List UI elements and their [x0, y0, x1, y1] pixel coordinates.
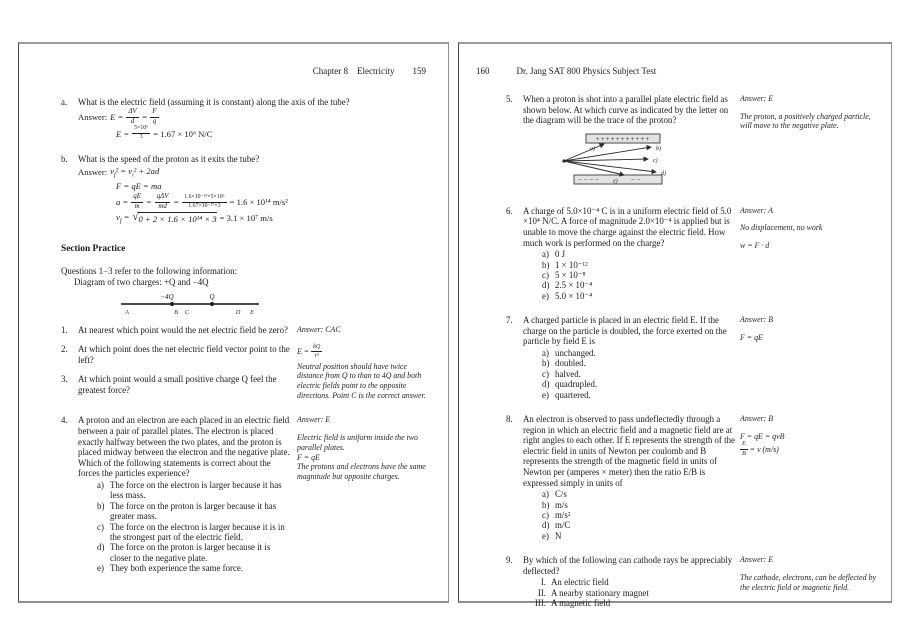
- bottom-plate-minus-signs-right: − −: [631, 175, 641, 184]
- question-1-text: At nearest which point would the net electric field be zero?: [78, 324, 288, 335]
- fraction: [131, 194, 143, 211]
- roman-2-text: A nearby stationary magnet: [551, 587, 649, 598]
- question-3-text: At which point would a small positive charge Q feel the greatest force?: [78, 374, 277, 395]
- option-c-label: c): [542, 368, 549, 379]
- point-c-label: C: [184, 308, 190, 316]
- option-b: [542, 260, 736, 270]
- roman-3-label: III.: [534, 598, 546, 609]
- option-d-text: 2.5 × 10⁻⁴: [555, 280, 593, 291]
- charge-diagram: [119, 291, 261, 317]
- question-1-number: 1.: [61, 324, 68, 335]
- point-b-label: B: [174, 308, 178, 316]
- right-page-header: [459, 66, 891, 77]
- root-symbol: √: [132, 211, 139, 224]
- option-a-label: a): [542, 347, 549, 358]
- bottom-plate-minus-signs-left: − − − −: [578, 175, 600, 184]
- option-d-text: m/C: [555, 520, 571, 531]
- option-a-label: a): [542, 249, 549, 260]
- part-b-label: b.: [61, 154, 68, 164]
- roman-3-text: A magnetic field: [551, 598, 611, 609]
- formula-result: = 1.67 × 10⁶ N/C: [153, 128, 213, 139]
- charge-dot-neg4q: [170, 301, 174, 305]
- question-part-b: [61, 154, 444, 224]
- square-root: [132, 212, 216, 224]
- option-e: [97, 563, 293, 573]
- right-page-content: [506, 94, 887, 609]
- answer-5: Answer: E: [740, 94, 774, 103]
- question-7-row: [506, 315, 887, 400]
- option-e-text: N: [555, 530, 562, 541]
- option-c: [542, 369, 736, 379]
- intro-line-2: Diagram of two charges: +Q and −4Q: [74, 277, 209, 287]
- option-d-label: d): [542, 280, 550, 291]
- fraction-top: kQ: [311, 344, 322, 352]
- part-b-answer-line-1: [78, 166, 444, 179]
- equals-sign: =: [141, 112, 148, 122]
- left-page-content: [61, 97, 444, 574]
- left-page-header: [19, 66, 448, 77]
- option-d: [542, 280, 736, 290]
- option-d-label: d): [542, 379, 550, 390]
- fraction: [155, 194, 171, 211]
- option-b: [542, 358, 736, 368]
- option-a: [542, 249, 736, 259]
- answer-9: Answer: E: [740, 555, 774, 565]
- point-d-label: D: [235, 308, 241, 316]
- option-e-label: e): [542, 530, 549, 541]
- question-8-text: An electron is observed to pass undeflectedly through a region in which an electric field and a magnetic field are at right angles to each other. If E represents the strength of the electric field in units of Newton per coulomb and B represents the strength of the magnetic field in units of Newton per (amperes × meter) then the ratio E/B is expressed simply in units of: [523, 414, 735, 488]
- formula-result: = 3.1 × 10⁷ m/s: [219, 212, 273, 223]
- fraction-bottom: q: [152, 117, 157, 125]
- option-a-text: unchanged.: [555, 347, 596, 358]
- roman-1-text: An electric field: [551, 577, 609, 588]
- part-b-answer-line-4: [116, 211, 444, 224]
- left-page: [18, 42, 449, 603]
- question-6-row: [506, 206, 887, 301]
- answer-4-formula: F = qE: [297, 452, 320, 462]
- question-6-number: 6.: [506, 205, 513, 216]
- option-a-text: 0 J: [555, 249, 566, 260]
- option-b-text: doubled.: [555, 358, 586, 369]
- question-2-number: 2.: [61, 344, 68, 355]
- option-d: [542, 520, 736, 530]
- question-8-options: [542, 489, 736, 541]
- answer-6-formula: w = F · d: [740, 241, 770, 251]
- roman-2-label: II.: [537, 587, 546, 598]
- option-e: [542, 531, 736, 541]
- formula-result: = v (m/s): [749, 444, 779, 454]
- option-e-text: They both experience the same force.: [110, 563, 244, 574]
- chapter-label: Chapter 8: [312, 66, 349, 76]
- option-c: [97, 522, 293, 543]
- option-b-label: b): [542, 499, 550, 510]
- trajectory-a: [564, 144, 604, 161]
- point-a-label: A: [125, 308, 129, 316]
- option-c: [542, 510, 736, 520]
- answer-8-formula-2: [740, 441, 878, 456]
- question-6-options: [542, 249, 736, 301]
- option-b-text: The force on the proton is larger because it has greater mass.: [110, 500, 277, 522]
- answer-8: Answer: B: [740, 414, 774, 423]
- fraction-top: qΔV: [155, 194, 171, 203]
- answer-word: Answer:: [78, 167, 108, 178]
- chapter-title: Electricity: [357, 66, 395, 76]
- left-page-number: 159: [412, 66, 426, 76]
- answer-7-formula: F = qE: [740, 332, 763, 342]
- question-8-row: [506, 414, 887, 541]
- answer-4-note-1: Electric field is uniform inside the two parallel plates.: [297, 433, 418, 452]
- part-b-answer-line-2: [116, 180, 444, 193]
- fraction: [150, 109, 158, 126]
- question-9-roman-options: [506, 577, 736, 608]
- book-title: Dr. Jang SAT 800 Physics Subject Test: [516, 66, 657, 76]
- answer-word: Answer:: [78, 112, 108, 122]
- fraction: [740, 441, 748, 456]
- fraction-top: qE: [131, 194, 143, 203]
- trajectory-d-label: d): [661, 170, 666, 177]
- answer-9-note: The cathode, electrons, can be deflected by the electric field or magnetic field.: [740, 572, 876, 592]
- formula-result: = 1.6 × 10¹⁴ m/s²: [229, 197, 288, 207]
- question-5-text: When a proton is shot into a parallel plate electric field as shown below. At which curve as indicated by the letter on the diagram will be the trace of the proton?: [523, 94, 729, 126]
- fraction-top: F: [150, 109, 158, 118]
- option-c-label: c): [97, 521, 104, 532]
- question-2-text: At which point does the net electric field vector point to the left?: [78, 344, 290, 365]
- option-b-label: b): [542, 358, 550, 369]
- fraction-bottom: m: [134, 202, 140, 210]
- option-a-label: a): [97, 479, 104, 490]
- option-e-label: e): [542, 290, 549, 301]
- answer-7: Answer: B: [740, 315, 774, 325]
- option-a-label: a): [542, 489, 549, 500]
- fraction-top: ΔV: [126, 109, 138, 118]
- option-d: [542, 379, 736, 389]
- option-e-label: e): [542, 389, 549, 400]
- part-b-question: What is the speed of the proton as it exits the tube?: [78, 154, 260, 164]
- answer-6: Answer: A: [740, 205, 773, 215]
- charge-dot-q: [210, 301, 214, 305]
- radicand: 0 + 2 × 1.6 × 10¹⁴ × 3: [138, 213, 217, 224]
- answer-8-formula-1: F = qE = qvB: [740, 431, 785, 441]
- intro-line-1: Questions 1−3 refer to the following information:: [61, 266, 238, 277]
- option-d: [97, 542, 293, 563]
- question-7-options: [542, 348, 736, 400]
- option-b-label: b): [97, 500, 105, 511]
- option-c: [542, 270, 736, 280]
- answer-5-note: The proton, a positively charged particle, will move to the negative plate.: [740, 111, 871, 131]
- fraction-bottom: md: [158, 202, 167, 210]
- equals-sign: =: [145, 197, 152, 207]
- fraction-bottom: 3: [139, 134, 143, 141]
- trajectory-e: [564, 161, 624, 175]
- question-9-number: 9.: [506, 555, 513, 566]
- option-c-label: c): [542, 509, 549, 520]
- answer-6-note: No displacement, no work: [740, 223, 823, 233]
- option-a: [97, 480, 293, 501]
- question-4-text: A proton and an electron are each placed in an electric field between a pair of parallel plates. The electron is placed exactly halfway between the two plates, and the proton is placed midway between the electron and the negative plate. Which of the following statements is correct about the forces the particles experience?: [78, 415, 290, 479]
- question-7-text: A charged particle is placed in an electric field E. If the charge on the particle is doubled, the force exerted on the particle by field E is: [523, 315, 727, 347]
- answer-4-note-2: The protons and electrons have the same magnitude but opposite charges.: [297, 462, 426, 481]
- option-a-text: The force on the electron is larger because it has less mass.: [110, 479, 282, 501]
- formula: F = qE = ma: [116, 181, 162, 192]
- right-page: [458, 42, 892, 609]
- question-1-row: [61, 325, 444, 336]
- option-b: [542, 500, 736, 510]
- trajectory-b-label: b): [656, 145, 661, 152]
- part-a-answer-line-1: [78, 109, 444, 126]
- charge-label-neg4q: −4Q: [160, 292, 174, 301]
- fraction-bottom: d: [130, 117, 135, 125]
- charge-label-q: Q: [209, 292, 215, 301]
- question-6-text: A charge of 5.0×10⁻⁴ C is in a uniform electric field of 5.0 ×10⁴ N/C. A force of magnitude 2.0×10⁻⁴ is applied but is unable to move the charge against the electric field. How much work is performed on the charge?: [523, 205, 732, 248]
- formula-lhs: a =: [116, 197, 129, 207]
- formula-lhs: $v_f$ =: [116, 211, 130, 225]
- option-c-text: m/s²: [555, 509, 571, 520]
- question-8-number: 8.: [506, 414, 513, 424]
- option-b: [97, 501, 293, 522]
- roman-option-3: [506, 598, 736, 608]
- option-e: [542, 291, 736, 301]
- question-5-row: [506, 94, 887, 191]
- question-9-row: [506, 555, 887, 608]
- roman-1-label: I.: [540, 577, 546, 588]
- question-3-number: 3.: [61, 374, 68, 385]
- question-7-number: 7.: [506, 315, 513, 326]
- fraction: [182, 195, 226, 210]
- part-b-answer-line-3: [116, 194, 444, 211]
- question-4-number: 4.: [61, 415, 68, 426]
- option-c-text: halved.: [555, 368, 581, 379]
- formula-lhs: E =: [110, 112, 124, 122]
- fraction: [311, 344, 322, 359]
- option-a-text: C/s: [555, 489, 567, 500]
- option-e-label: e): [97, 563, 104, 574]
- fraction: [132, 126, 150, 141]
- fraction-bottom: B: [742, 449, 746, 457]
- fraction-top: 5×10⁶: [132, 126, 150, 134]
- question-5-number: 5.: [506, 94, 513, 104]
- option-d-text: quadrupled.: [555, 379, 598, 390]
- option-c-text: 5 × 10⁻⁸: [555, 269, 586, 280]
- option-b-label: b): [542, 259, 550, 270]
- trajectory-a-label: a): [590, 145, 595, 152]
- part-a-answer-line-2: [116, 126, 444, 141]
- answer-1: Answer: CAC: [297, 324, 341, 334]
- trajectory-d: [564, 161, 656, 172]
- answer-4: Answer: E: [297, 415, 331, 425]
- top-plate-plus-signs: +++++++++++: [595, 134, 651, 143]
- option-d-label: d): [97, 542, 105, 553]
- section-heading: Section Practice: [61, 244, 126, 255]
- question-part-a: [61, 97, 444, 141]
- roman-option-2: [506, 588, 736, 598]
- answer-2-3-note: Neutral position should have twice distance from Q to than to 4Q and both electric fields point to the opposite directions. Point C is the correct answer.: [297, 361, 426, 400]
- equals-sign: =: [173, 197, 180, 207]
- part-a-label: a.: [61, 97, 68, 107]
- answer-2-3-formula: [297, 344, 435, 359]
- right-page-number: 160: [476, 66, 490, 76]
- plates-diagram: [561, 131, 679, 191]
- question-2-3-row: [61, 344, 444, 400]
- question-4-row: [61, 415, 444, 573]
- question-9-text: By which of the following can cathode rays be appreciably deflected?: [523, 555, 733, 576]
- option-d-label: d): [542, 520, 550, 531]
- option-e: [542, 390, 736, 400]
- question-4-options: [97, 480, 293, 574]
- fraction-top: 1.6×10⁻¹⁹×5×10⁶: [182, 195, 226, 203]
- option-c-label: c): [542, 269, 549, 280]
- fraction-bottom: r²: [314, 352, 319, 360]
- formula-lhs: E =: [297, 347, 310, 357]
- fraction-top: E: [740, 441, 748, 449]
- option-d-text: The force on the proton is larger because it is closer to the negative plate.: [110, 542, 271, 563]
- option-b-text: m/s: [555, 499, 568, 510]
- option-e-text: 5.0 × 10⁻⁴: [555, 290, 593, 301]
- option-e-text: quartered.: [555, 389, 591, 400]
- trajectory-e-label: e): [613, 178, 618, 185]
- trajectory-c-label: c): [653, 157, 658, 164]
- option-b-text: 1 × 10⁻¹²: [555, 259, 588, 270]
- roman-option-1: [506, 577, 736, 587]
- option-a: [542, 489, 736, 499]
- formula-lhs: E =: [116, 128, 130, 139]
- fraction: [126, 109, 138, 126]
- option-a: [542, 348, 736, 358]
- fraction-bottom: 1.67×10⁻²⁷×3: [188, 202, 221, 209]
- point-e-label: E: [250, 308, 254, 316]
- option-c-text: The force on the electron is larger because it is in the strongest part of the electric field.: [110, 521, 285, 542]
- formula: $v_f^2 = v_i^2 + 2ad$: [110, 165, 160, 179]
- part-a-question: What is the electric field (assuming it is constant) along the axis of the tube?: [78, 97, 350, 107]
